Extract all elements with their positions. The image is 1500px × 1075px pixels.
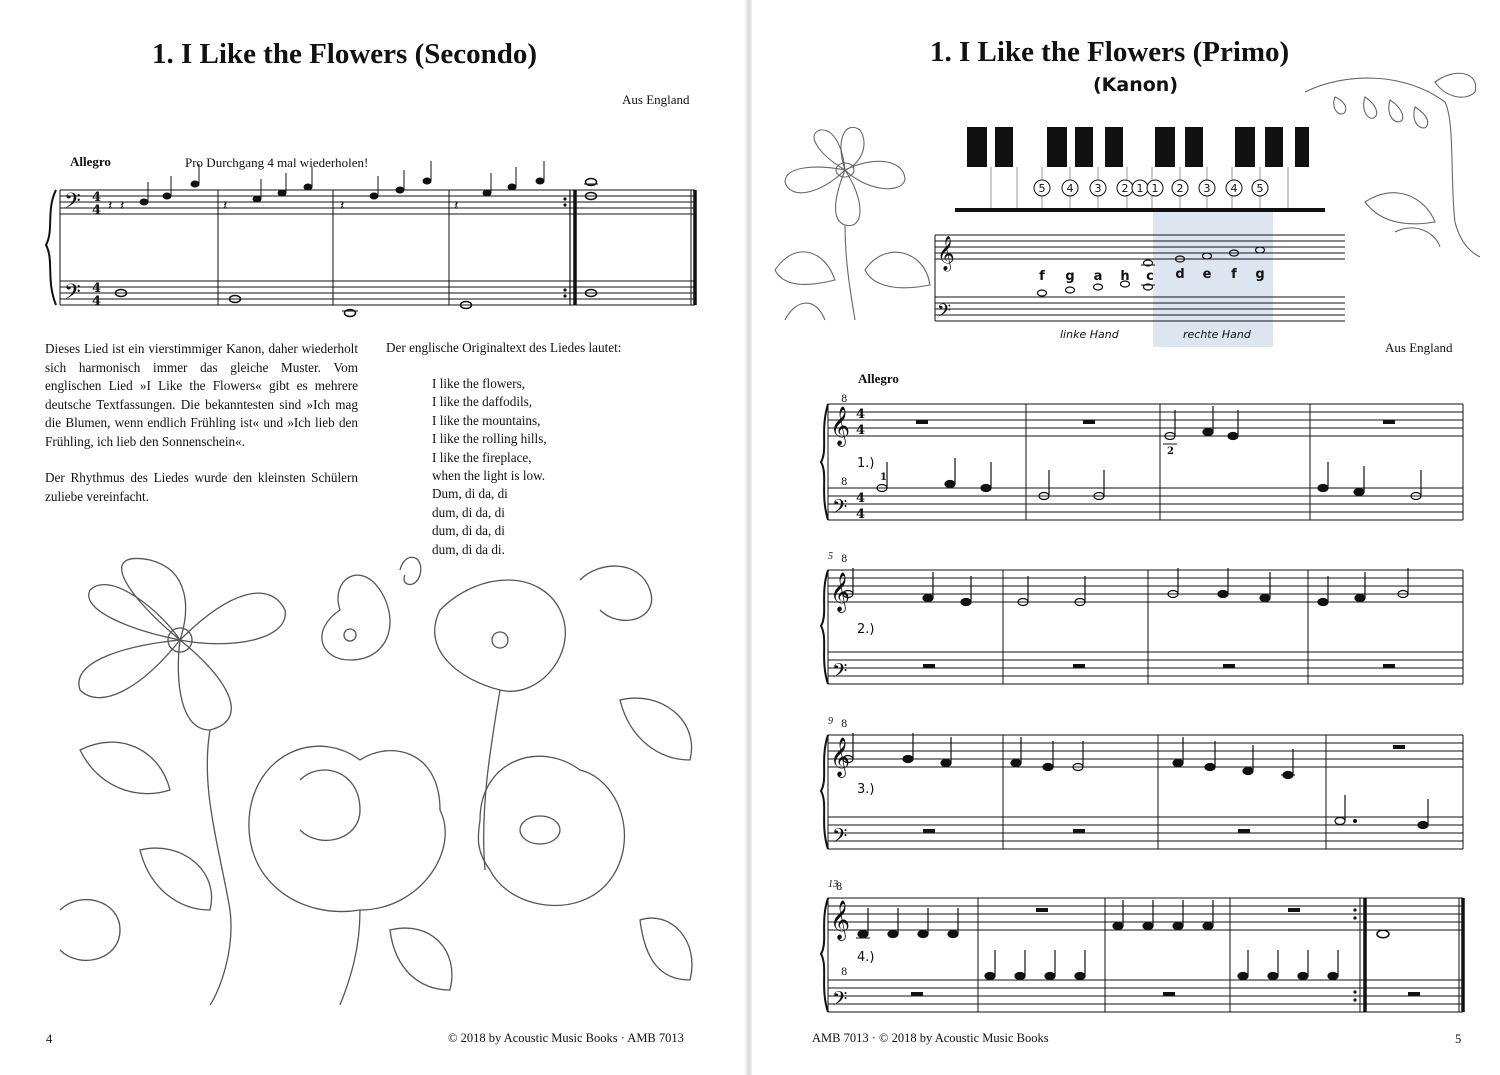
lyric-line: when the light is low.: [432, 468, 546, 484]
right-hand-label: rechte Hand: [1183, 328, 1251, 341]
right-page-title: 1. I Like the Flowers (Primo): [930, 36, 1290, 68]
note-name: e: [1202, 267, 1212, 282]
octave-mark: 8: [841, 967, 848, 978]
svg-text:4: 4: [92, 190, 102, 205]
left-hand-label: linke Hand: [1060, 328, 1119, 341]
svg-text:𝄞: 𝄞: [830, 900, 851, 940]
svg-text:𝄞: 𝄞: [830, 737, 851, 777]
flower-coloring-illustration: [60, 550, 710, 1010]
left-footer: © 2018 by Acoustic Music Books · AMB 7013: [448, 1031, 684, 1045]
svg-text:4: 4: [856, 423, 866, 438]
description-paragraph-1: Dieses Lied ist ein vierstimmiger Kanon, daher wiederholt sich harmonisch immer das gleiche Muster. Vom englischen Lied »I Like the Flowers« gibt es mehrere deutsche Textfassungen. Die bekanntesten sind »Ich mag die Blumen, wenn endlich Frühling ist« und »Ich lieb den Frühling, ich lieb den Sonnenschein«.: [45, 341, 358, 449]
right-footer: AMB 7013 · © 2018 by Acoustic Music Books: [812, 1031, 1049, 1045]
lyric-line: I like the flowers,: [432, 376, 526, 391]
svg-text:𝄽: 𝄽: [340, 199, 345, 214]
svg-text:4: 4: [856, 407, 866, 422]
svg-text:𝄽: 𝄽: [120, 199, 125, 214]
voice-label-2: 2.): [857, 622, 875, 637]
lyric-line: I like the rolling hills,: [432, 431, 547, 447]
voice-label-3: 3.): [857, 782, 875, 797]
lyrics-intro: Der englische Originaltext des Liedes lautet:: [386, 340, 622, 355]
svg-text:4: 4: [856, 491, 866, 506]
description-text: [45, 340, 358, 524]
svg-text:4: 4: [856, 507, 866, 522]
finger-number: 3: [1203, 182, 1211, 195]
octave-mark: 8: [841, 554, 848, 565]
repeat-instruction: Pro Durchgang 4 mal wiederholen!: [185, 155, 369, 170]
finger-number: 4: [1066, 182, 1074, 195]
svg-text:𝄞: 𝄞: [830, 406, 851, 446]
svg-text:𝄞: 𝄞: [937, 236, 955, 271]
note-name: h: [1120, 269, 1130, 284]
lyric-line: I like the daffodils,: [432, 394, 533, 410]
svg-text:𝄢: 𝄢: [832, 495, 848, 523]
svg-text:𝄞: 𝄞: [830, 572, 851, 612]
svg-text:𝄢: 𝄢: [937, 301, 952, 326]
svg-text:𝄢: 𝄢: [832, 824, 848, 852]
lyric-line: I like the mountains,: [432, 412, 541, 428]
bleeding-heart-sketch: [1305, 62, 1485, 262]
primo-system-1: [818, 390, 1468, 530]
primo-system-3: [818, 715, 1468, 855]
note-name: f: [1231, 267, 1237, 282]
measure-number: 5: [828, 551, 833, 562]
svg-text:𝄽: 𝄽: [108, 199, 113, 214]
fingering: 1: [880, 472, 887, 483]
svg-text:𝄢: 𝄢: [64, 280, 81, 310]
finger-number: 5: [1256, 182, 1264, 195]
keyboard-diagram: [930, 125, 1310, 350]
finger-number: 2: [1121, 182, 1129, 195]
lyric-line: dum, di da di.: [432, 541, 505, 557]
finger-number: 1: [1151, 182, 1159, 195]
right-page-subtitle: (Kanon): [1093, 74, 1179, 96]
finger-number: 1: [1136, 182, 1144, 195]
svg-text:𝄢: 𝄢: [832, 987, 848, 1015]
svg-text:𝄽: 𝄽: [454, 199, 459, 214]
note-name: g: [1065, 269, 1075, 284]
octave-mark: 8: [841, 719, 848, 730]
finger-number: 5: [1038, 182, 1046, 195]
svg-text:4: 4: [92, 294, 102, 309]
finger-number: 2: [1176, 182, 1184, 195]
right-tempo: Allegro: [858, 371, 899, 386]
svg-text:𝄽: 𝄽: [223, 199, 228, 214]
note-name: g: [1255, 267, 1265, 282]
octave-mark: 8: [841, 394, 848, 405]
voice-label-1: 1.): [857, 456, 875, 471]
lyric-line: dum, di da, di: [432, 523, 505, 539]
left-page-number: 4: [46, 1032, 53, 1046]
left-page-title: 1. I Like the Flowers (Secondo): [152, 38, 538, 70]
finger-number: 4: [1230, 182, 1238, 195]
right-page-number: 5: [1455, 1032, 1462, 1046]
fingering: 2: [1167, 446, 1174, 457]
left-tempo: Allegro: [70, 154, 111, 169]
svg-text:4: 4: [92, 281, 102, 296]
measure-number: 13: [828, 879, 838, 890]
right-origin: Aus England: [1385, 340, 1453, 355]
note-name: d: [1175, 267, 1185, 282]
primo-system-2: [818, 550, 1468, 690]
note-name: a: [1093, 269, 1103, 284]
note-name: c: [1146, 269, 1154, 284]
primo-system-4: [818, 880, 1468, 1020]
octave-mark: 8: [836, 882, 843, 893]
lyrics-block: [432, 375, 547, 559]
note-name: f: [1039, 269, 1045, 284]
measure-number: 9: [828, 716, 833, 727]
description-paragraph-2: Der Rhythmus des Liedes wurde den kleinsten Schülern zuliebe vereinfacht.: [45, 470, 358, 504]
lyric-line: I like the fireplace,: [432, 449, 532, 465]
svg-text:𝄢: 𝄢: [832, 659, 848, 687]
voice-label-4: 4.): [857, 950, 875, 965]
svg-text:𝄢: 𝄢: [64, 189, 81, 219]
secondo-score: [40, 170, 740, 340]
lyric-line: Dum, di da, di: [432, 486, 508, 502]
daisy-sketch: [765, 120, 935, 320]
lyric-line: dum, di da, di: [432, 504, 505, 520]
svg-text:4: 4: [92, 203, 102, 218]
finger-number: 3: [1094, 182, 1102, 195]
octave-mark: 8: [841, 477, 848, 488]
left-origin: Aus England: [622, 92, 690, 107]
